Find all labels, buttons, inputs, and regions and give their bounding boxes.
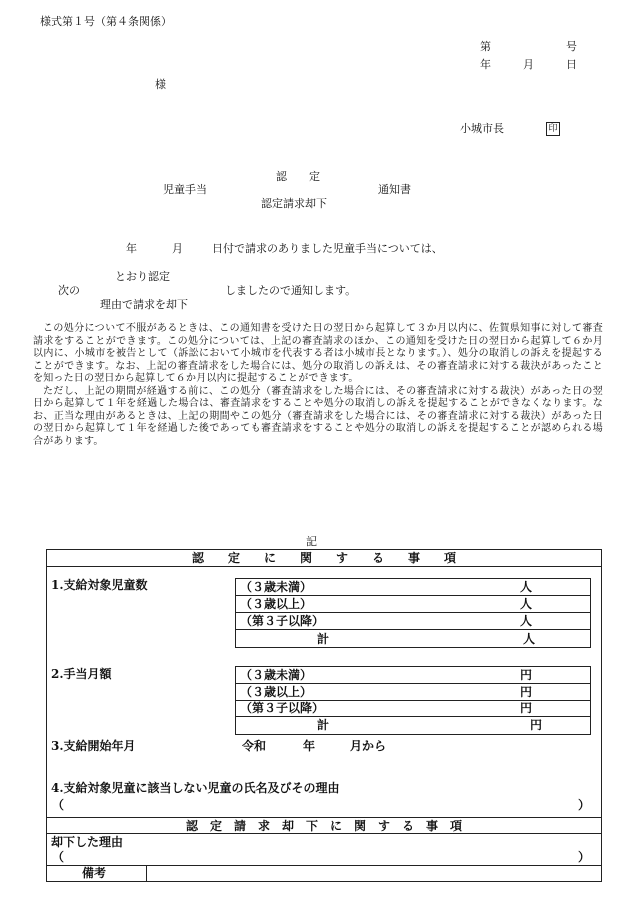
item3-month-from: 月から [350,739,387,753]
divider [235,716,591,717]
item4-paren-close: ） [578,798,591,812]
title-left: 児童手当 [163,183,207,196]
item2-unit-1: 円 [520,668,533,682]
title-bottom: 認定請求却下 [261,197,327,210]
item2-cat-3: （第３子以降） [240,701,325,715]
section2-header: 認 定 請 求 却 下 に 関 す る 事 項 [185,819,462,833]
item2-cat-2: （３歳以上） [240,685,313,699]
divider [235,683,591,684]
date-month: 月 [523,58,534,71]
divider [46,833,602,834]
intro-year: 年 [126,242,137,255]
divider [235,595,591,596]
ki-label: 記 [306,535,317,548]
issuer-name: 小城市長 [460,122,504,135]
date-day: 日 [566,58,577,71]
item3-label: 3.支給開始年月 [51,739,136,753]
item1-unit-3: 人 [520,614,533,628]
divider [235,612,591,613]
result-opt1: とおり認定 [115,270,170,283]
item1-label: 1.支給対象児童数 [51,578,148,592]
item4-label: 4.支給対象児童に該当しない児童の氏名及びその理由 [51,781,340,795]
seal-mark: 印 [546,122,560,136]
result-opt2: 理由で請求を却下 [100,298,188,311]
item4-paren-open: （ [52,798,65,812]
result-prefix: 次の [58,284,80,297]
item1-unit-1: 人 [520,580,533,594]
issuer [460,122,560,136]
item3-era: 令和 [242,739,267,753]
item1-cat-3: （第３子以降） [240,614,325,628]
divider [46,865,602,866]
number-dai: 第 [480,40,491,53]
intro-month: 月 [172,242,183,255]
divider [235,629,591,630]
addressee-suffix: 様 [155,78,166,91]
item2-cat-1: （３歳未満） [240,668,313,682]
form-id: 様式第１号（第４条関係） [40,15,172,28]
item3-year: 年 [303,739,316,753]
item2-unit-3: 円 [520,701,533,715]
date-year: 年 [480,58,491,71]
item1-cat-1: （３歳未満） [240,580,313,594]
number-go: 号 [566,40,577,53]
divider [146,865,147,882]
item2-label: 2.手当月額 [51,667,112,681]
item2-total: 計 [317,718,330,732]
title-right: 通知書 [378,183,411,196]
rejection-label: 却下した理由 [51,835,124,849]
item1-total: 計 [317,632,330,646]
result-suffix: しましたので通知します。 [225,284,357,297]
divider [46,817,602,818]
item1-total-unit: 人 [523,632,536,646]
divider [46,566,602,567]
item1-cat-2: （３歳以上） [240,597,313,611]
rejection-paren-close: ） [578,850,591,864]
paragraph-2: ただし、上記の期間が経過する前に、この処分（審査請求をした場合には、その審査請求に対する裁決）があった日の翌日から起算して１年を経過した場合は、審査請求をすることや処分の取消しの訴えを提起することができなくなります。なお、正当な理由があるときは、上記の期間やこの処分（審査請求をした場合には、その審査請求に対する裁決）があった日の翌日から起算して１年を経過した後であっても審査請求をすることや処分の取消しの訴えを提起することが認められる場合があります。 [33,385,603,447]
item1-unit-2: 人 [520,597,533,611]
section1-header: 認 定 に 関 す る 事 項 [191,551,456,565]
item2-unit-2: 円 [520,685,533,699]
notice-paragraphs [33,323,603,448]
rejection-paren-open: （ [52,850,65,864]
paragraph-1: この処分について不服があるときは、この通知書を受けた日の翌日から起算して３か月以内に、佐賀県知事に対して審査請求をすることができます。この処分については、上記の審査請求のほか、この通知を受けた日の翌日から起算して６か月以内に、小城市を被告として（訴訟において小城市を代表する者は小城市長となります。）、処分の取消しの訴えを提起することができます。なお、上記の審査請求をした場合には、処分の取消しの訴えは、その審査請求に対する裁決があったことを知った日の翌日から起算して６か月以内に提起することができます。 [33,323,603,384]
item2-total-unit: 円 [530,718,543,732]
intro-rest: 日付で請求のありました児童手当については、 [212,242,443,255]
title-top: 認 定 [276,170,320,183]
remarks-label: 備考 [82,866,107,880]
